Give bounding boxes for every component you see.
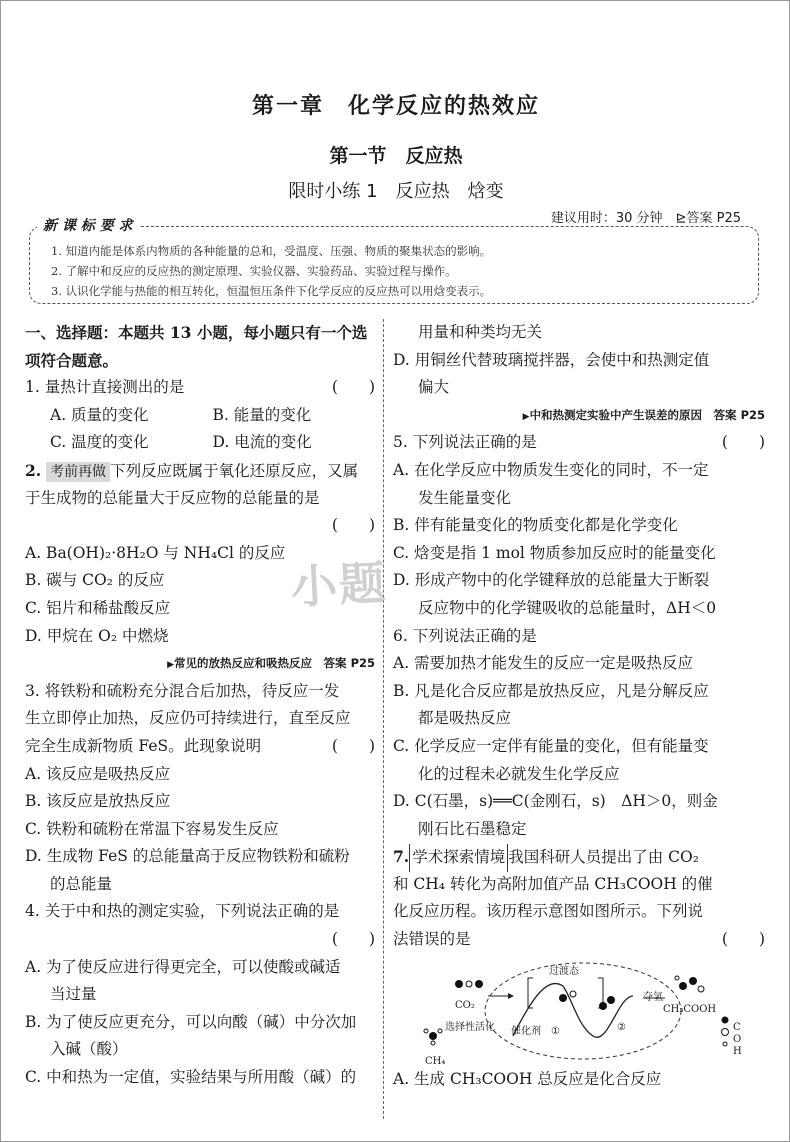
part-title-cont: 项符合题意。 — [25, 350, 119, 370]
answer-paren: ( ) — [331, 736, 375, 755]
question-1: 1. 量热计直接测出的是 ( ) — [25, 374, 375, 402]
requirements-title: 新 课 标 要 求 — [37, 215, 139, 235]
answer-paren: ( ) — [331, 516, 375, 535]
option-a: A. 需要加热才能发生的反应一定是吸热反应 — [393, 654, 694, 673]
req-item: 2. 了解中和反应的反应热的测定原理、实验仪器、实验药品、实验过程与操作。 — [51, 264, 457, 278]
legend — [722, 1016, 729, 1046]
watermark: 小题 — [289, 555, 389, 615]
answer-paren: ( ) — [331, 930, 375, 949]
option-a: A. 质量的变化 — [50, 405, 149, 424]
option-d: D. 电流的变化 — [212, 433, 312, 452]
question-7-cont: 化反应历程。该历程示意图如图所示。下列说 — [393, 902, 704, 921]
triangle-icon: ▶ — [167, 660, 175, 671]
option-d: D. 用铜丝代替玻璃搅拌器，会使中和热测定值 — [393, 350, 710, 369]
column-divider — [383, 319, 384, 1119]
option-c: C. 铁粉和硫粉在常温下容易发生反应 — [25, 819, 279, 838]
legend-c: C — [733, 1021, 741, 1033]
option-b: B. 伴有能量变化的物质变化都是化学变化 — [393, 516, 678, 535]
label-step-1: ① — [551, 1025, 560, 1037]
option-b-cont: 都是吸热反应 — [418, 709, 512, 728]
option-c-cont: 用量和种类均无关 — [418, 323, 543, 341]
label-co2: CO₂ — [455, 999, 475, 1011]
option-d-cont: 的总能量 — [50, 874, 113, 893]
option-a: A. 为了使反应进行得更完全，可以使酸或碱适 — [25, 957, 341, 976]
option-c-cont: 化的过程未必就发生化学反应 — [418, 764, 620, 783]
question-3-cont: 生立即停止加热，反应仍可持续进行，直至反应 — [25, 709, 351, 728]
question-3-cont: 完全生成新物质 FeS。此现象说明 ( ) — [25, 733, 375, 761]
legend-h: H — [733, 1045, 742, 1057]
question-6: 6. 下列说法正确的是 — [393, 626, 537, 645]
option-d-cont: 偏大 — [418, 378, 450, 397]
product-molecule — [675, 976, 704, 992]
q4-paren-line — [25, 926, 375, 954]
option-d: D. C(石墨，s)══C(金刚石，s) ΔH＞0，则金 — [393, 792, 718, 811]
option-b: B. 为了使反应更充分，可以向酸（碱）中分次加 — [25, 1012, 357, 1031]
option-b-cont: 入碱（酸） — [50, 1040, 128, 1059]
option-c: C. 焓变是指 1 mol 物质参加反应时的能量变化 — [393, 543, 716, 562]
option-b: B. 凡是化合反应都是放热反应，凡是分解反应 — [393, 681, 709, 700]
reaction-diagram — [393, 956, 765, 1066]
option-d-cont: 反应物中的化学键吸收的总能量时，ΔH＜0 — [418, 598, 717, 617]
option-a-cont: 发生能量变化 — [418, 488, 512, 507]
legend-o: O — [733, 1033, 742, 1045]
ch4-molecule — [424, 1029, 442, 1045]
option-c: C. 温度的变化 — [50, 433, 149, 452]
requirements-list — [51, 241, 741, 301]
option-b: B. 能量的变化 — [212, 405, 312, 424]
question-7-cont: 法错误的是 ( ) — [393, 926, 765, 954]
question-7: 7. 学术探索情境 我国科研人员提出了由 CO₂ — [393, 843, 765, 871]
option-c: C. 化学反应一定伴有能量的变化，但有能量变 — [393, 736, 709, 755]
label-transition-state: 过渡态 — [549, 965, 579, 977]
req-item: 1. 知道内能是体系内物质的各种能量的总和，受温度、压强、物质的聚集状态的影响。 — [51, 244, 492, 258]
label-product: CH₃COOH — [663, 1003, 717, 1015]
label-ch4: CH₄ — [425, 1055, 446, 1067]
options-row — [25, 429, 375, 457]
question-2: 2. 考前再做 下列反应既属于氧化还原反应，又属 — [25, 460, 359, 480]
option-d: D. 甲烷在 O₂ 中燃烧 — [25, 626, 169, 645]
answer-paren: ( ) — [721, 930, 765, 949]
option-a: A. 生成 CH₃COOH 总反应是化合反应 — [393, 1069, 662, 1088]
answer-ref: ⊵答案 P25 — [675, 211, 741, 226]
option-a: A. 该反应是吸热反应 — [25, 764, 171, 783]
question-3: 3. 将铁粉和硫粉充分混合后加热，待反应一发 — [25, 681, 340, 700]
hint-link[interactable]: ▶中和热测定实验中产生误差的原因 答案 P25 — [522, 407, 765, 422]
question-5: 5. 下列说法正确的是 ( ) — [393, 429, 765, 457]
option-d: D. 形成产物中的化学键释放的总能量大于断裂 — [393, 571, 710, 590]
req-item: 3. 认识化学能与热能的相互转化，恒温恒压条件下化学反应的反应热可以用焓变表示。 — [51, 284, 492, 298]
option-b: B. 碳与 CO₂ 的反应 — [25, 571, 165, 590]
label-catalyst: 催化剂 — [511, 1025, 541, 1037]
meta-info — [551, 207, 741, 226]
chapter-title: 第一章 化学反应的热效应 — [251, 93, 540, 119]
option-a: A. Ba(OH)₂·8H₂O 与 NH₄Cl 的反应 — [25, 543, 286, 562]
option-c: C. 铝片和稀盐酸反应 — [25, 598, 171, 617]
part-title: 一、选择题：本题共 13 小题，每小题只有一个选 — [25, 323, 368, 342]
context-tag: 学术探索情境 — [409, 844, 508, 872]
option-d-cont: 刚石比石墨稳定 — [418, 819, 527, 838]
section-title: 第一节 反应热 — [329, 145, 463, 167]
option-a-cont: 当过量 — [50, 985, 97, 1004]
suggested-time: 建议用时：30 分钟 — [550, 211, 663, 226]
label-step-2: ② — [617, 1021, 626, 1033]
question-4: 4. 关于中和热的测定实验，下列说法正确的是 — [25, 902, 340, 921]
left-column — [25, 319, 375, 1092]
answer-paren: ( ) — [721, 433, 765, 452]
hint-link[interactable]: ▶常见的放热反应和吸热反应 答案 P25 — [167, 656, 375, 671]
drill-title: 限时小练 1 反应热 焓变 — [288, 181, 504, 202]
co2-molecule — [455, 980, 483, 988]
options-row — [25, 402, 375, 430]
label-take-h: 夺氢 — [643, 991, 663, 1003]
triangle-icon: ▶ — [522, 411, 530, 422]
option-c: C. 中和热为一定值，实验结果与所用酸（碱）的 — [25, 1068, 357, 1087]
q2-paren-line — [25, 512, 375, 540]
option-d: D. 生成物 FeS 的总能量高于反应物铁粉和硫粉 — [25, 847, 350, 866]
review-tag: 考前再做 — [46, 462, 110, 482]
label-selective-activation: 选择性活化 — [445, 1021, 495, 1033]
option-a: A. 在化学反应中物质发生变化的同时，不一定 — [393, 460, 709, 479]
question-7-cont: 和 CH₄ 转化为高附加值产品 CH₃COOH 的催 — [393, 874, 713, 893]
option-b: B. 该反应是放热反应 — [25, 792, 171, 811]
right-column — [393, 319, 765, 1093]
question-2-cont: 于生成物的总能量大于反应物的总能量的是 — [25, 488, 320, 507]
answer-paren: ( ) — [331, 378, 375, 397]
